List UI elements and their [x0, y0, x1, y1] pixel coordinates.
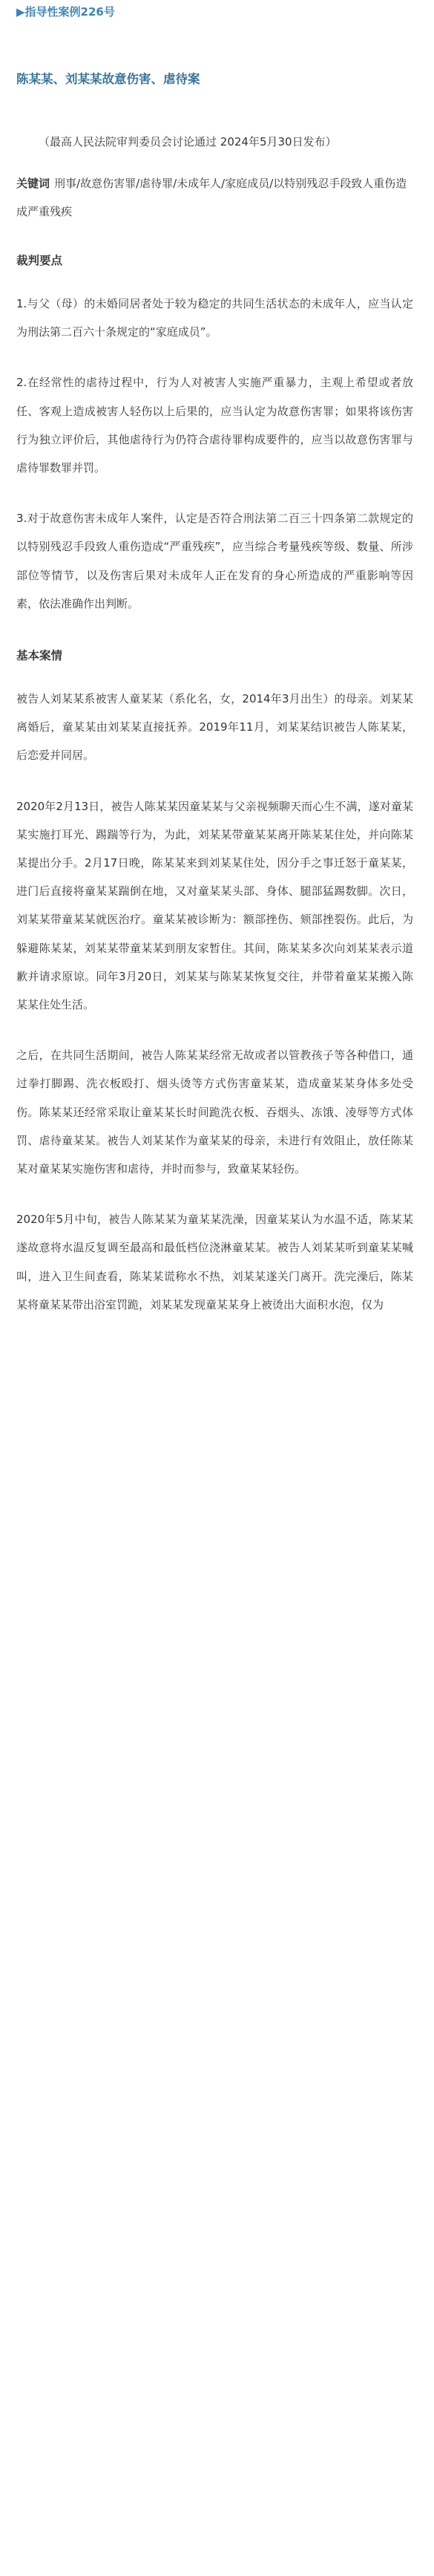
facts-paragraph: 2020年5月中旬，被告人陈某某为童某某洗澡，因童某某认为水温不适，陈某某遂故意将水温反复调至最高和最低档位浇淋童某某。被告人刘某某听到童某某喊叫，进入卫生间查看，陈某某谎称水不热，刘某某遂关门离开。洗完澡后，陈某某将童某某带出浴室罚跪，刘某某发现童某某身上被烫出大面积水泡，仅为	[16, 1213, 413, 1311]
keywords-label: 关键词	[16, 177, 50, 190]
keywords	[16, 169, 413, 226]
case-number-tag[interactable]: ▶指导性案例226号	[16, 5, 115, 19]
section-heading-facts: 基本案情	[16, 649, 63, 663]
facts-paragraph: 2020年2月13日，被告人陈某某因童某某与父亲视频聊天而心生不满，遂对童某某实施打耳光、踢踹等行为，为此，刘某某带童某某离开陈某某住处，并向陈某某提出分手。2月17日晚，陈某某来到刘某某住处，因分手之事迁怒于童某某，进门后直接将童某某踹倒在地，又对童某某头部、身体、腿部猛踢数脚。次日，刘某某带童某某就医治疗。童某某被诊断为：额部挫伤、颏部挫裂伤。此后，为躲避陈某某，刘某某带童某某到朋友家暂住。其间，陈某某多次向刘某某表示道歉并请求原谅。同年3月20日，刘某某与陈某某恢复交往，并带着童某某搬入陈某某住处生活。	[16, 799, 413, 1012]
point-paragraph: 2.在经常性的虐待过程中，行为人对被害人实施严重暴力，主观上希望或者放任、客观上造成被害人轻伤以上后果的，应当认定为故意伤害罪；如果将该伤害行为独立评价后，其他虐待行为仍符合虐待罪构成要件的，应当以故意伤害罪与虐待罪数罪并罚。	[16, 376, 413, 475]
facts-paragraph: 之后，在共同生活期间，被告人陈某某经常无故或者以管教孩子等各种借口，通过拳打脚踢、洗衣板殴打、烟头烫等方式伤害童某某，造成童某某身体多处受伤。陈某某还经常采取让童某某长时间跪洗衣板、吞烟头、冻饿、凌辱等方式体罚、虐待童某某。被告人刘某某作为童某某的母亲，未进行有效阻止，放任陈某某对童某某实施伤害和虐待，并时而参与，致童某某轻伤。	[16, 1049, 413, 1176]
point-paragraph: 1.与父（母）的未婚同居者处于较为稳定的共同生活状态的未成年人，应当认定为刑法第二百六十条规定的“家庭成员”。	[16, 297, 413, 339]
section-heading-points: 裁判要点	[16, 254, 63, 267]
source-note: （最高人民法院审判委员会讨论通过 2024年5月30日发布）	[39, 135, 337, 149]
point-paragraph: 3.对于故意伤害未成年人案件，认定是否符合刑法第二百三十四条第二款规定的以特别残忍手段致人重伤造成“严重残疾”，应当综合考量残疾等级、数量、所涉部位等情节，以及伤害后果对未成年人正在发育的身心所造成的严重影响等因素，依法准确作出判断。	[16, 512, 413, 610]
facts-paragraph: 被告人刘某某系被害人童某某（系化名，女，2014年3月出生）的母亲。刘某某离婚后，童某某由刘某某直接抚养。2019年11月，刘某某结识被告人陈某某，后恋爱并同居。	[16, 692, 413, 763]
keywords-text: 刑事/故意伤害罪/虐待罪/未成年人/家庭成员/以特别残忍手段致人重伤造成严重残疾	[16, 177, 407, 218]
case-title: 陈某某、刘某某故意伤害、虐待案	[16, 72, 200, 86]
